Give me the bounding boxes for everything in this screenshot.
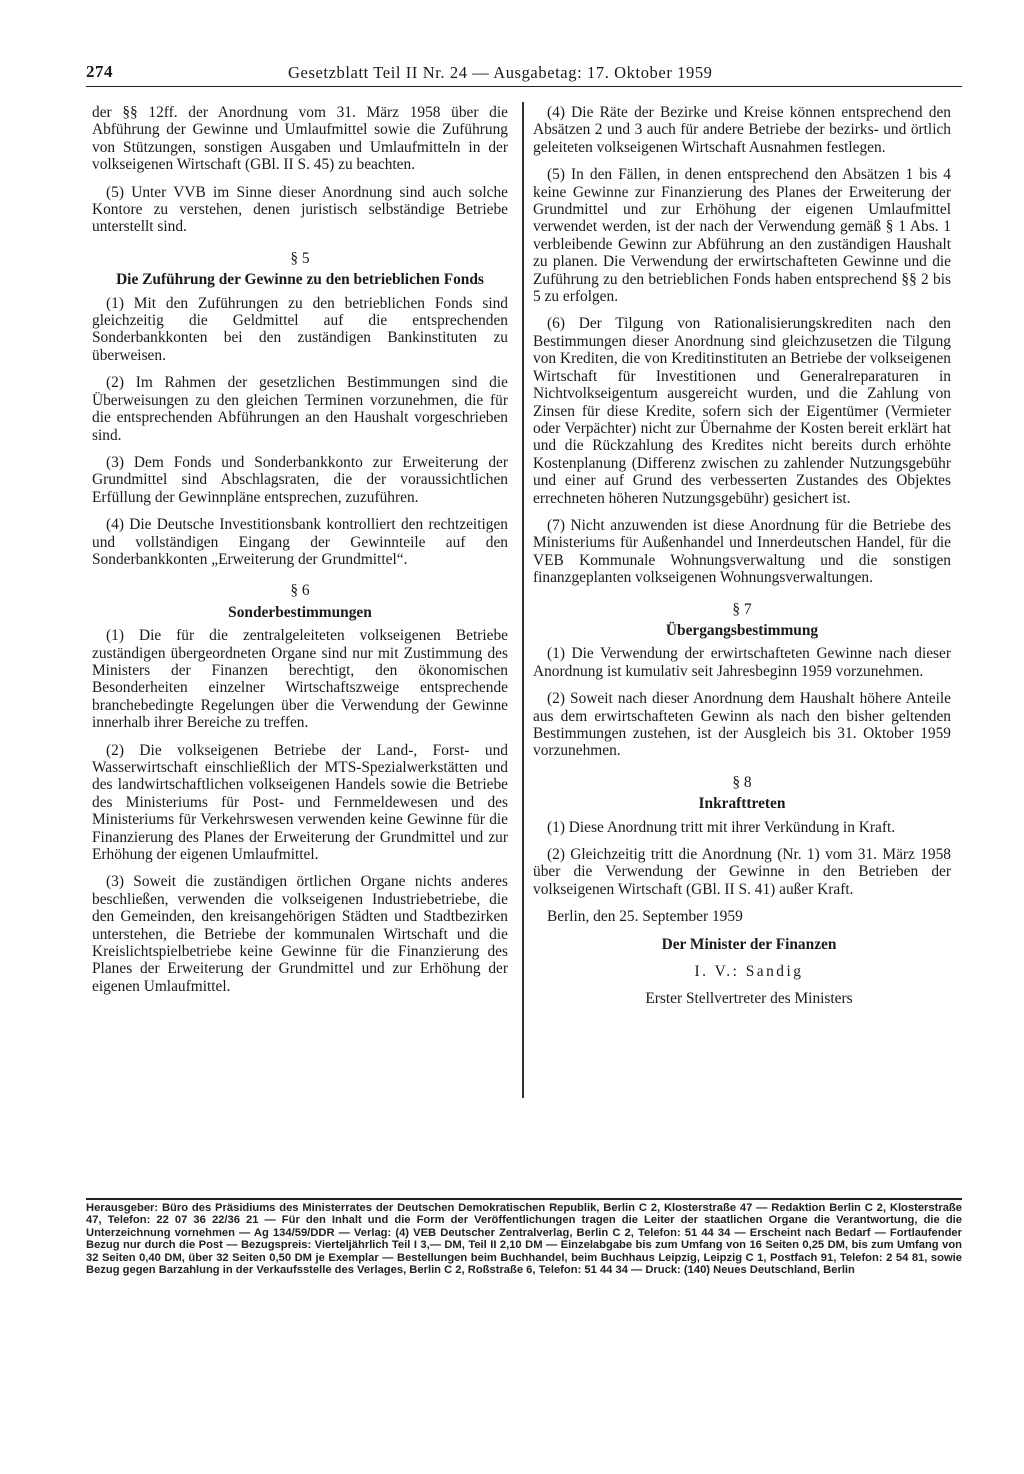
signature-role: Erster Stellvertreter des Ministers (645, 990, 853, 1008)
paragraph: (2) Die volkseigenen Betriebe der Land-, Forst- und Wasserwirtschaft einschließlich der MTS-Spezialwerkstätten und des landwirtschaftlichen volkseigenen Handels sowie die Betriebe des Ministeriums für Post- und Fernmeldewesen und des Ministeriums für Verkehrswesen verwenden keine Gewinne für die Finanzierung des Planes der Erweiterung der Grundmittel und zur Erhöhung der eigenen Umlaufmittel. (92, 741, 508, 864)
paragraph: (1) Die für die zentralgeleiteten volkseigenen Betriebe zuständigen übergeordneten Organe sind nur mit Zustimmung des Ministers der Finanzen berechtigt, den ökonomischen Besonderheiten einzelner Wirtschaftszweige entsprechende branchebedingte Regelungen über die Verwendung der Gewinne innerhalb ihrer Bereiche zu treffen. (92, 627, 508, 732)
paragraph: (1) Die Verwendung der erwirtschafteten Gewinne nach dieser Anordnung ist kumulativ seit Jahresbeginn 1959 vorzunehmen. (533, 645, 951, 680)
section-title: Die Zuführung der Gewinne zu den betrieblichen Fonds (116, 271, 484, 289)
paragraph: der §§ 12ff. der Anordnung vom 31. März 1958 über die Abführung der Gewinne und Umlaufmittel sowie die Zuführung von Stützungen, sonstigen Ausgaben und Umlaufmitteln in der volkseigenen Wirtschaft (GBl. II S. 45) zu beachten. (92, 104, 508, 174)
section-number: § 6 (290, 582, 310, 600)
page-header (86, 62, 962, 87)
publisher-imprint: Herausgeber: Büro des Präsidiums des Ministerrates der Deutschen Demokratischen Republik, Berlin C 2, Klosterstraße 47 — Redaktion Berlin C 2, Klosterstraße 47, Telefon: 22 07 36 22/36 21 — Für den Inhalt und die Form der Veröffentlichungen tragen die Leiter der staatlichen Organe die Verantwortung, die die Unterzeichnung vornehmen — Ag 134/59/DDR — Verlag: (4) VEB Deutscher Zentralverlag, Berlin C 2, Telefon: 51 44 34 — Erscheint nach Bedarf — Fortlaufender Bezug nur durch die Post — Bezugspreis: Vierteljährlich Teil I 3,— DM, Teil II 2,10 DM — Einzelabgabe bis zum Umfang von 16 Seiten 0,25 DM, bis zum Umfang von 32 Seiten 0,40 DM, über 32 Seiten 0,50 DM je Exemplar — Bestellungen beim Buchhandel, beim Buchhaus Leipzig, Leipzig C 1, Postfach 91, Telefon: 2 54 81, sowie Bezug gegen Barzahlung in der Verkaufsstelle des Verlages, Berlin C 2, Roßstraße 6, Telefon: 51 44 34 — Druck: (140) Neues Deutschland, Berlin (86, 1202, 962, 1277)
column-divider (522, 102, 524, 1098)
signature-name: I. V.: Sandig (694, 963, 804, 981)
left-column (92, 104, 508, 995)
place-date: Berlin, den 25. September 1959 (547, 908, 743, 926)
paragraph: (3) Soweit die zuständigen örtlichen Organe nichts anderes beschließen, verwenden die volkseigenen Industriebetriebe, die den Gemeinden, den kreisangehörigen Städten und Stadtbezirken unterstehen, die Betriebe der kommunalen Wirtschaft und die Kreislichtspielbetriebe keine Gewinne für die Finanzierung des Planes der Erweiterung der Grundmittel und zur Erhöhung der eigenen Umlaufmittel. (92, 873, 508, 995)
header-title: Gesetzblatt Teil II Nr. 24 — Ausgabetag: 17. Oktober 1959 (288, 63, 713, 82)
paragraph: (7) Nicht anzuwenden ist diese Anordnung für die Betriebe des Ministeriums für Außenhandel und Innerdeutschen Handel, für die VEB Kommunale Wohnungsverwaltung und die sonstigen finanzgeplanten volkseigenen Wohnungsverwaltungen. (533, 516, 951, 587)
paragraph: (3) Dem Fonds und Sonderbankkonto zur Erweiterung der Grundmittel sind Abschlagsraten, die der voraussichtlichen Erfüllung der Gewinnpläne entsprechen, zuzuführen. (92, 453, 508, 506)
paragraph: (2) Soweit nach dieser Anordnung dem Haushalt höhere Anteile aus dem erwirtschafteten Gewinn als nach den bisher geltenden Bestimmungen zustehen, ist der Ausgleich bis 31. Oktober 1959 vorzunehmen. (533, 690, 951, 760)
paragraph: (1) Mit den Zuführungen zu den betrieblichen Fonds sind gleichzeitig die Geldmittel auf die entsprechenden Sonderbankkonten bei den zuständigen Bankinstituten zu überweisen. (92, 294, 508, 364)
paragraph: (4) Die Deutsche Investitionsbank kontrolliert den rechtzeitigen und vollständigen Eingang der Gewinnteile auf den Sonderbankkonten „Erweiterung der Grundmittel“. (92, 516, 508, 568)
section-title: Inkrafttreten (698, 795, 786, 813)
section-title: Übergangsbestimmung (665, 621, 819, 639)
paragraph: (5) In den Fällen, in denen entsprechend den Absätzen 1 bis 4 keine Gewinne zur Finanzierung des Planes der Erweiterung der Grundmittel und zur Erhöhung der eigenen Umlaufmittel verwendet werden, ist der nach der Verwendung gemäß § 1 Abs. 1 verbleibende Gewinn zur Abführung an den zuständigen Haushalt zu planen. Die Verwendung der erwirtschafteten Gewinne und die Zuführung zu den betrieblichen Fonds haben entsprechend §§ 2 bis 5 zu erfolgen. (533, 166, 951, 306)
paragraph: (2) Im Rahmen der gesetzlichen Bestimmungen sind die Überweisungen zu den gleichen Terminen vorzunehmen, die für die entsprechenden Abführungen an den Haushalt vorgeschrieben sind. (92, 374, 508, 444)
section-number: § 8 (732, 773, 752, 791)
section-number: § 5 (290, 249, 310, 267)
section-title: Sonderbestimmungen (228, 603, 372, 621)
right-column (533, 104, 951, 1018)
paragraph: (6) Der Tilgung von Rationalisierungskrediten nach den Bestimmungen dieser Anordnung sind gleichzusetzen die Tilgung von Krediten, die von Kreditinstituten an Betriebe der volkseigenen Wirtschaft für Investitionen und Generalreparaturen in Nichtvolkseigentum ausgereicht wurden, und die Zahlung von Zinsen für diese Kredite, sofern sich der Eigentümer (Vermieter oder Verpächter) nicht zur Übernahme der Kosten bereit erklärt hat und die Rückzahlung des Kredites nicht bereits durch erhöhte Kostenplanung (Differenz zwischen zu zahlender Nutzungsgebühr und einer auf Grund des verbesserten Zustandes des Objektes errechneten höheren Nutzungsgebühr) gesichert ist. (533, 315, 951, 507)
page-number: 274 (86, 62, 113, 81)
paragraph: (1) Diese Anordnung tritt mit ihrer Verkündung in Kraft. (547, 818, 896, 836)
paragraph: (4) Die Räte der Bezirke und Kreise können entsprechend den Absätzen 2 und 3 auch für andere Betriebe der bezirks- und örtlich geleiteten volkseigenen Wirtschaft Ausnahmen festlegen. (533, 104, 951, 156)
section-number: § 7 (732, 600, 752, 618)
signature-organ: Der Minister der Finanzen (661, 935, 837, 953)
paragraph: (2) Gleichzeitig tritt die Anordnung (Nr. 1) vom 31. März 1958 über die Verwendung der Gewinne in den Betrieben der volkseigenen Wirtschaft (GBl. II S. 41) außer Kraft. (533, 846, 951, 898)
footer-divider (86, 1198, 962, 1200)
paragraph: (5) Unter VVB im Sinne dieser Anordnung sind auch solche Kontore zu verstehen, denen juristisch selbständige Betriebe unterstellt sind. (92, 183, 508, 236)
